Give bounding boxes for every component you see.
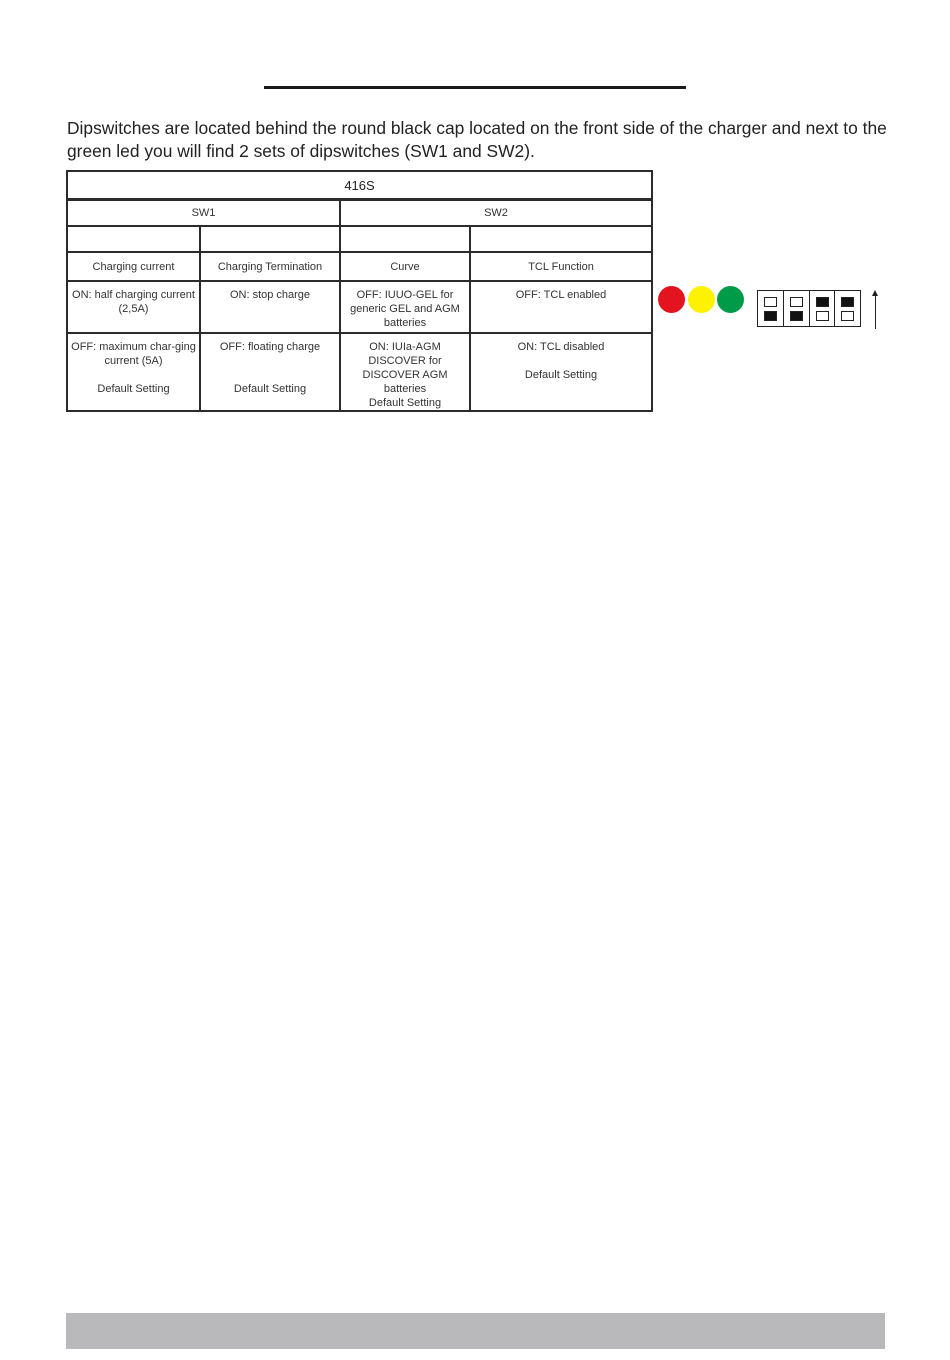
off-cell-tcl xyxy=(470,281,652,333)
dipswitch-1-icon xyxy=(758,291,784,326)
footer-bar xyxy=(66,1313,885,1349)
dipswitch-4-icon xyxy=(835,291,860,326)
cell-text: ON: IUIa-AGM DISCOVER for DISCOVER AGM batteries xyxy=(362,341,448,395)
cell-text: OFF: floating charge xyxy=(219,341,321,353)
yellow-led-icon xyxy=(688,286,715,313)
off-cell-curve xyxy=(340,281,470,333)
default-setting-label: Default Setting xyxy=(524,369,598,381)
function-charging-current: Charging current xyxy=(67,252,200,281)
default-setting-label: Default Setting xyxy=(97,383,170,395)
default-setting-label: Default Setting xyxy=(233,383,307,395)
off-cell-charging-current xyxy=(67,333,200,411)
cell-text: OFF: TCL enabled xyxy=(515,289,607,301)
sw2-header: SW2 xyxy=(340,200,652,227)
blank-cell xyxy=(67,226,200,252)
red-led-icon xyxy=(658,286,685,313)
function-tcl: TCL Function xyxy=(470,252,652,281)
cell-text: ON: half charging current (2,5A) xyxy=(72,289,195,315)
title-rule xyxy=(264,86,686,89)
off-cell-charging-termination xyxy=(200,333,340,411)
cell-text: ON: stop charge xyxy=(229,289,311,301)
cell-text: ON: TCL disabled xyxy=(517,341,605,353)
cell-text: OFF: maximum char-ging current (5A) xyxy=(71,341,196,367)
green-led-icon xyxy=(717,286,744,313)
intro-paragraph: Dipswitches are located behind the round black cap located on the front side of the charger and next to the green led you will find 2 sets of dipswitches (SW1 and SW2). xyxy=(67,118,887,162)
function-curve: Curve xyxy=(340,252,470,281)
function-charging-termination: Charging Termination xyxy=(200,252,340,281)
on-cell-charging-termination xyxy=(200,281,340,333)
dipswitch-table xyxy=(66,170,653,412)
dipswitch-2-icon xyxy=(784,291,810,326)
on-cell-charging-current xyxy=(67,281,200,333)
blank-cell xyxy=(340,226,470,252)
on-cell-curve xyxy=(340,333,470,411)
dipswitch-3-icon xyxy=(810,291,836,326)
blank-cell xyxy=(470,226,652,252)
sw1-header: SW1 xyxy=(67,200,340,227)
cell-text: OFF: IUUO-GEL for generic GEL and AGM batteries xyxy=(350,289,460,329)
blank-cell xyxy=(200,226,340,252)
table-title: 416S xyxy=(67,171,652,200)
default-setting-label: Default Setting xyxy=(368,397,442,409)
up-arrow-shaft xyxy=(875,294,876,329)
on-cell-tcl xyxy=(470,333,652,411)
dipswitch-diagram xyxy=(757,290,861,327)
